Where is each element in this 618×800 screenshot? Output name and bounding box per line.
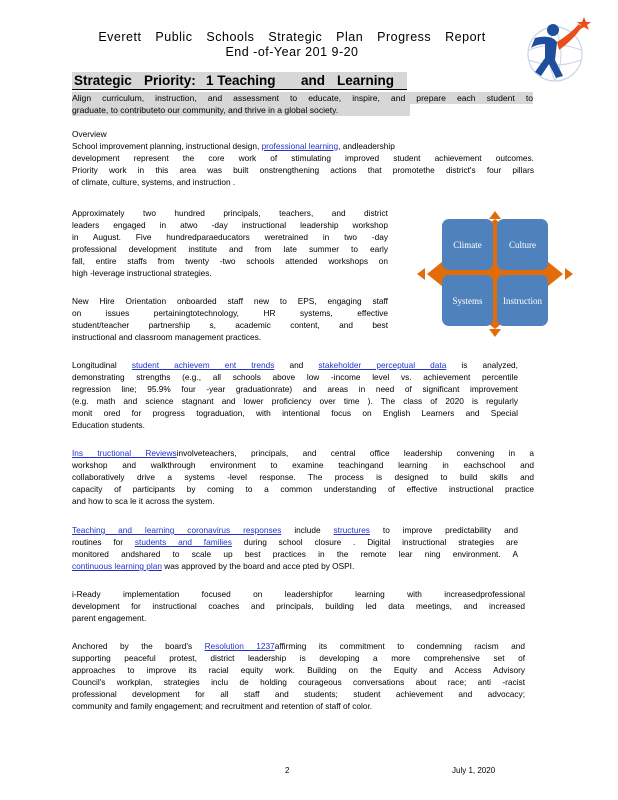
instructional-reviews-link[interactable]: Ins tructional Reviews xyxy=(72,448,177,458)
structures-link[interactable]: structures xyxy=(333,525,370,535)
coronavirus-response-paragraph: Teaching and learning coronavirus responses include structures to improve predictability and routines for students and families during school closure . Digital instructional strategies are monitored andshared to scale up best practices in the remote lear ning environment. A continuous learning plan was approved by the board and acce pted by OSPI. xyxy=(72,525,519,571)
heading-underline xyxy=(72,89,407,90)
district-logo-icon xyxy=(515,14,595,86)
professional-learning-link[interactable]: professional learning xyxy=(261,141,339,151)
new-hire-paragraph: New Hire Orientation onboarded staff new to EPS, engaging staff on issues pertainingtotechnology, HR systems, effective student/teacher partnership s, academic content, and best instructional and classroom management practices. xyxy=(72,296,388,342)
overview-section: Overview School improvement planning, instructional design, professional learning, andleadership development represent the core work of stimulating improved student achievement outcomes. Priority work in this area was built onstrengthening actions that promotethe district's four pillars of climate, culture, systems, and instruction . xyxy=(72,129,534,187)
resolution-1237-link[interactable]: Resolution 1237 xyxy=(204,641,275,651)
priority-heading: Strategic Priority: 1 Teaching and Learning xyxy=(72,72,407,90)
report-title: Everett Public Schools Strategic Plan Progress Report xyxy=(98,30,486,44)
longitudinal-paragraph: Longitudinal student achievem ent trends and stakeholder perceptual data is analyzed, demonstrating strengths (e.g., all schools above low -income level vs. achievement percentile regression line; 95.9% four -year graduationrate) and areas in need of significant improvement (e.g. math and science stagnant and lower proficiency over time ). The class of 2020 is regularly monit ored for progress tograduation, with intentional focus on English Learners and Special Education students. xyxy=(72,360,518,430)
overview-heading: Overview xyxy=(72,129,107,139)
coronavirus-responses-link[interactable]: Teaching and learning coronavirus responses xyxy=(72,525,282,535)
climate-box: Climate xyxy=(442,219,493,270)
instruction-box: Instruction xyxy=(497,275,548,326)
continuous-learning-plan-link[interactable]: continuous learning plan xyxy=(72,561,162,571)
report-subtitle: End -of-Year 201 9-20 xyxy=(225,45,359,59)
achievement-trends-link[interactable]: student achievem ent trends xyxy=(131,360,275,370)
resolution-paragraph: Anchored by the board's Resolution 1237affirming its commitment to condemning racism and supporting peaceful protest, district leadership is developing a more comprehensive set of approaches to improve its racial equity work. Building on the Equity and Access Advisory Council's workplan, strategies inclu de holding courageous conversations about race; anti -racist professional development for all staff and students; student achievement and advocacy; community and family engagement; and recruitment and retention of staff of color. xyxy=(72,641,526,711)
priority-description: Align curriculum, instruction, and assessment to educate, inspire, and prepare each student to graduate, to contributeto our community, and thrive in a global society. xyxy=(72,93,533,115)
page-number: 2 xyxy=(285,766,290,775)
report-date: July 1, 2020 xyxy=(452,766,496,775)
iready-paragraph: i-Ready implementation focused on leadershipfor learning with increasedprofessional development for instructional coaches and principals, building led data meetings, and increased parent engagement. xyxy=(72,589,525,623)
workshop-paragraph: Approximately two hundred principals, teachers, and district leaders engaged in atwo -day instructional leadership workshop in August. Five hundredparaeducators weretrained in two -day professional development institute and from late summer to early fall, entire staffs from twenty -two schools attended workshops on high -leverage instructional strategies. xyxy=(72,208,388,278)
diagram-arrows xyxy=(415,209,575,339)
perceptual-data-link[interactable]: stakeholder perceptual data xyxy=(318,360,447,370)
instructional-reviews-paragraph: Ins tructional Reviewsinvolveteachers, principals, and central office leadership convening in a workshop and walkthrough environment to examine teachingand learning in eachschool and collaboratively drive a systems -level response. The process is designed to build skills and capacity of participants by coming to a common understanding of effective instructional practice and how to sca le it across the system. xyxy=(72,448,534,506)
systems-box: Systems xyxy=(442,275,493,326)
four-pillars-diagram xyxy=(415,209,575,339)
culture-box: Culture xyxy=(497,219,548,270)
students-families-link[interactable]: students and families xyxy=(134,537,232,547)
